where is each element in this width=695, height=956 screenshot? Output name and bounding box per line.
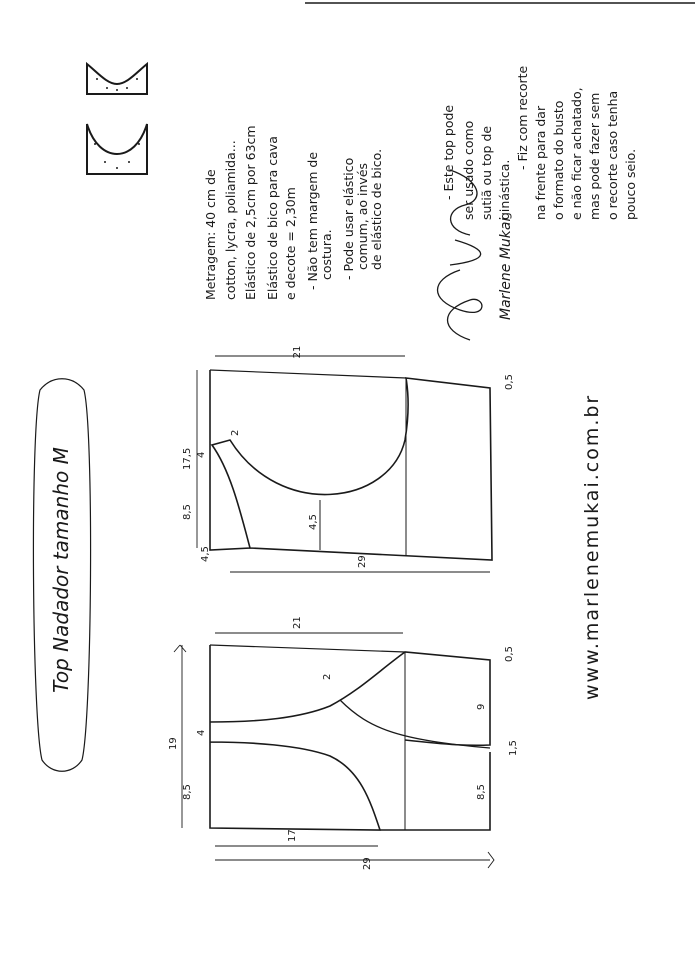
- note-line: na frente para dar: [533, 105, 548, 220]
- front-height-label: 29: [357, 555, 368, 568]
- back-hem-label: 0,5: [504, 646, 515, 662]
- front-neck-label: 4,5: [308, 514, 319, 530]
- front-edge-label: 4,5: [200, 546, 211, 562]
- note-line: Metragem: 40 cm de: [203, 169, 218, 300]
- note-line: cotton, lycra, poliamida...: [223, 140, 238, 300]
- front-width-label: 21: [292, 345, 303, 359]
- back-side-b-label: 8,5: [476, 784, 487, 800]
- note-line: o recorte caso tenha: [605, 90, 620, 220]
- front-piece-outline: [210, 370, 492, 560]
- front-upper-label: 17,5: [182, 447, 193, 470]
- back-piece-outline: [210, 645, 490, 830]
- front-piece: [182, 346, 515, 572]
- website-label: [581, 394, 603, 700]
- back-upper-label: 19: [168, 737, 179, 750]
- back-fold-label: 2: [322, 673, 333, 680]
- note-line: pouco seio.: [623, 148, 638, 220]
- note-line: ginástica.: [497, 159, 512, 220]
- note-line: - Fiz com recorte: [515, 65, 530, 170]
- thumbnail-back: [87, 124, 147, 174]
- note-line: de elástico de bico.: [369, 148, 384, 270]
- note-line: - Pode usar elástico: [341, 157, 356, 280]
- thumbnail-front: [87, 64, 147, 94]
- front-fold-label: 2: [230, 429, 241, 436]
- note-line: ser usado como: [461, 120, 476, 220]
- back-lower-label: 8,5: [182, 784, 193, 800]
- front-strap-label: 4: [196, 451, 207, 458]
- back-height-label: 29: [362, 857, 373, 870]
- note-line: Elástico de 2,5cm por 63cm: [243, 125, 258, 300]
- note-line: comum, ao invés: [355, 162, 370, 270]
- note-line: o formato do busto: [551, 100, 566, 220]
- note-line: Elástico de bico para cava: [265, 136, 280, 300]
- note-line: mas pode fazer sem: [587, 92, 602, 220]
- back-width-label: 21: [292, 616, 303, 629]
- note-line: e não ficar achatado,: [569, 87, 584, 220]
- note-line: - Não tem margem de: [305, 151, 320, 290]
- back-side-a-label: 9: [476, 703, 487, 710]
- website-text: www.marlenemukai.com.br: [581, 393, 603, 700]
- back-piece: [168, 616, 519, 870]
- note-line: - Este top pode: [441, 104, 456, 200]
- title-badge: [33, 379, 90, 772]
- front-lower-label: 8,5: [182, 504, 193, 520]
- notes-block: [203, 65, 638, 300]
- back-tip-label: 1,5: [508, 740, 519, 756]
- back-strap-label: 4: [196, 729, 207, 736]
- note-line: sutiã ou top de: [479, 125, 494, 220]
- back-width2-label: 17: [287, 829, 298, 842]
- signature-text: Marlene Mukai: [498, 217, 514, 320]
- note-line: costura.: [319, 229, 334, 280]
- note-line: e decote = 2,30m: [283, 187, 298, 300]
- front-hem-label: 0,5: [504, 374, 515, 390]
- page-title: Top Nadador tamanho M: [49, 447, 73, 693]
